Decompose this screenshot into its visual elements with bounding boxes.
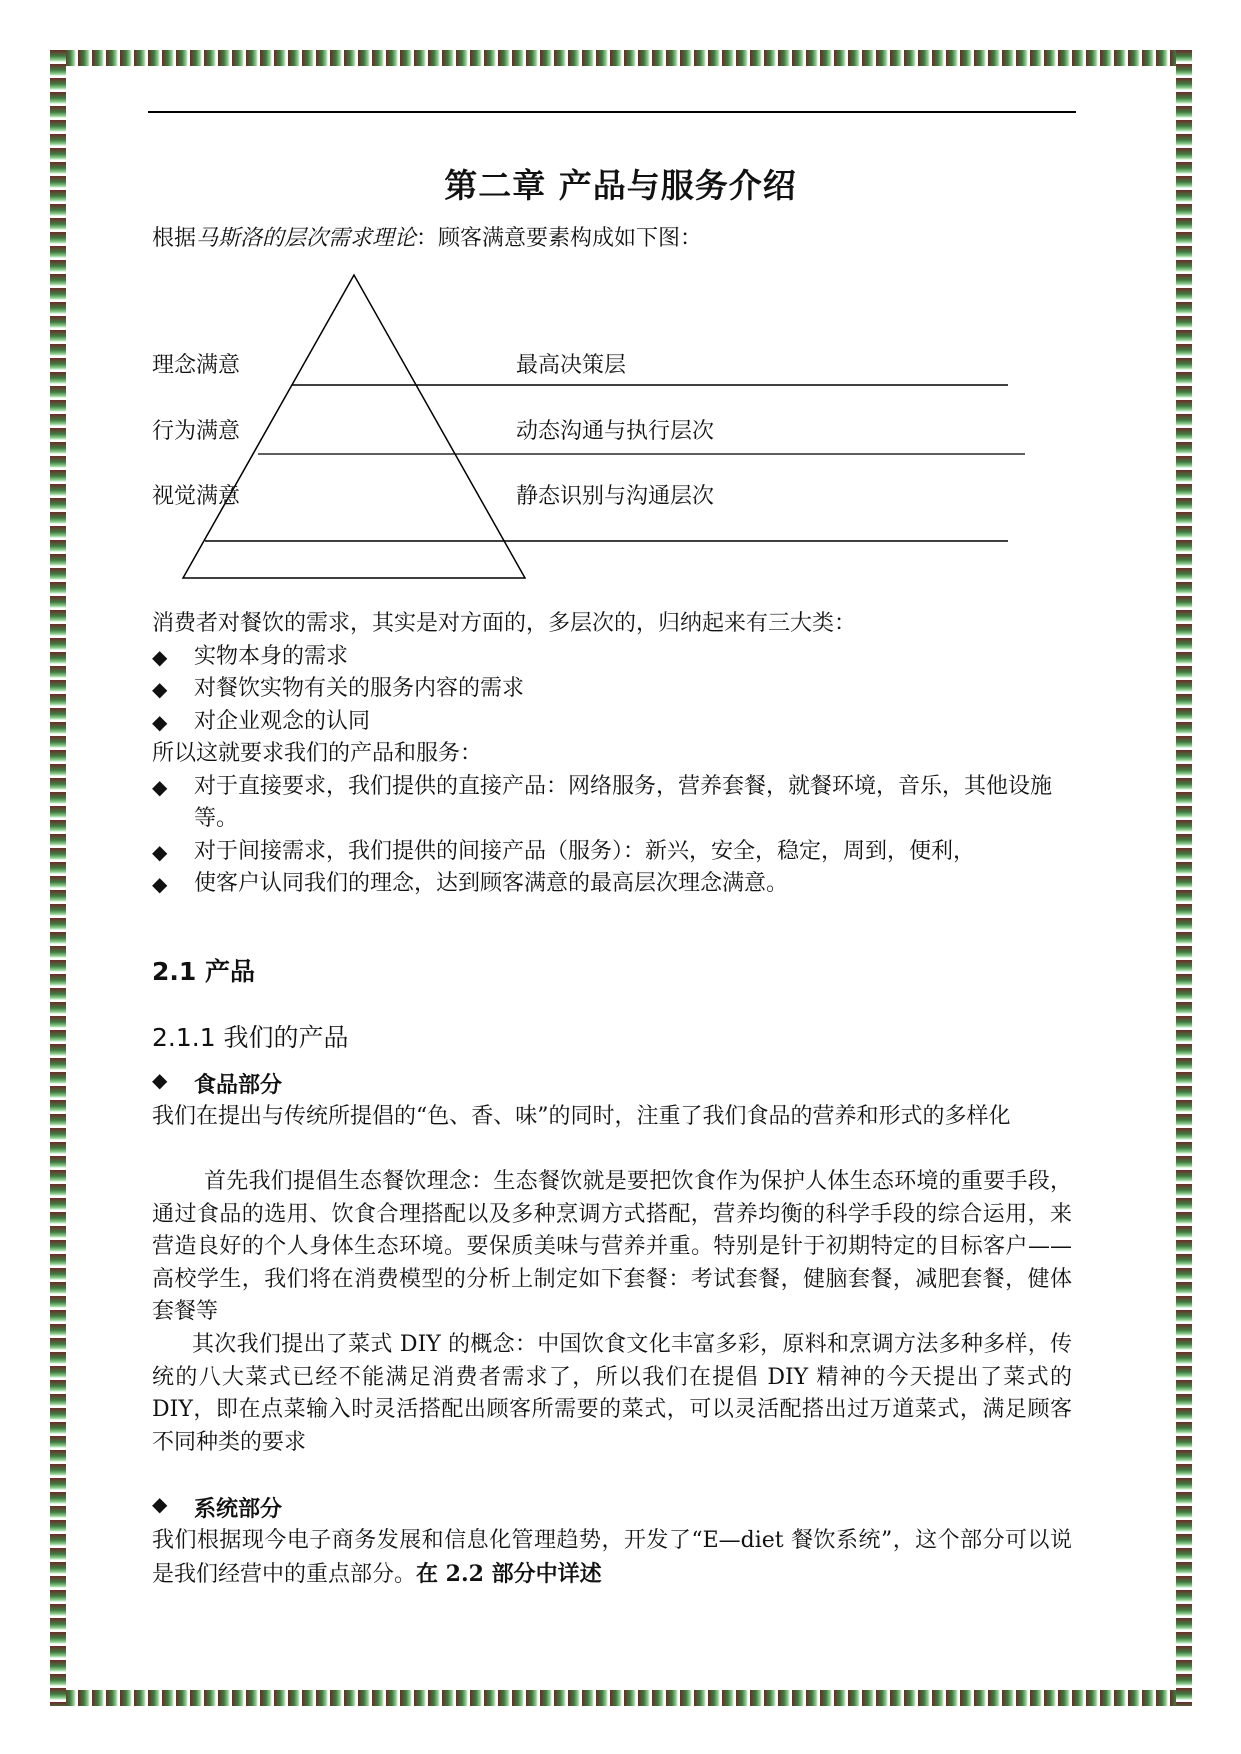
list-item: ◆ 实物本身的需求 — [152, 641, 1072, 674]
food-paragraph-1: 我们在提出与传统所提倡的“色、香、味”的同时，注重了我们食品的营养和形式的多样化 — [152, 1104, 1011, 1129]
system-paragraph: 我们根据现今电子商务发展和信息化管理趋势，开发了“E—diet 餐饮系统”，这个部分可以说是我们经营中的重点部分。在 2.2 部分中详述 — [152, 1528, 1072, 1587]
diamond-bullet-icon: ◆ — [152, 1492, 168, 1516]
needs-lead-2: 所以这就要求我们的产品和服务： — [152, 741, 483, 766]
system-heading: ◆ 系统部分 — [152, 1492, 283, 1522]
pyramid-desc-middle: 动态沟通与执行层次 — [516, 419, 715, 444]
diamond-bullet-icon: ◆ — [152, 1068, 168, 1092]
food-paragraph-2: 首先我们提倡生态餐饮理念：生态餐饮就是要把饮食作为保护人体生态环境的重要手段，通过食品的选用、饮食合理搭配以及多种烹调方式搭配，营养均衡的科学手段的综合运用，来营造良好的个人身体生态环境。要保质美味与营养并重。特别是针于初期特定的目标客户——高校学生，我们将在消费模型的分析上制定如下套餐：考试套餐，健脑套餐，减肥套餐，健体套餐等 — [152, 1169, 1072, 1324]
intro-line — [152, 221, 702, 252]
diamond-bullet-icon: ◆ — [152, 839, 168, 864]
diamond-bullet-icon: ◆ — [152, 644, 168, 669]
page-border-top — [50, 50, 1192, 66]
pyramid-label-behavior: 行为满意 — [152, 419, 241, 444]
needs-lead: 消费者对餐饮的需求，其实是对方面的，多层次的，归纳起来有三大类： — [152, 611, 857, 636]
intro-theory: 马斯洛的层次需求理论 — [196, 226, 417, 251]
list-item: ◆ 使客户认同我们的理念，达到顾客满意的最高层次理念满意。 — [152, 868, 1072, 901]
list-item: ◆ 对于间接需求，我们提供的间接产品（服务）：新兴，安全，稳定，周到，便利， — [152, 836, 1072, 869]
page-border-bottom — [50, 1690, 1192, 1706]
diamond-bullet-icon: ◆ — [152, 872, 168, 896]
pyramid-desc-top: 最高决策层 — [516, 353, 627, 378]
pyramid-label-concept: 理念满意 — [152, 353, 241, 378]
section-heading-2-1-1: 2.1.1 我们的产品 — [152, 1023, 349, 1052]
diamond-bullet-icon: ◆ — [152, 709, 168, 734]
food-heading: ◆ 食品部分 — [152, 1068, 283, 1098]
chapter-title: 第二章 产品与服务介绍 — [444, 166, 797, 205]
section-heading-2-1: 2.1 产品 — [152, 957, 255, 986]
needs-section — [152, 608, 1072, 901]
system-crossref: 在 2.2 部分中详述 — [416, 1560, 602, 1587]
page-border-right — [1176, 50, 1192, 1706]
intro-suffix: ：顾客满意要素构成如下图： — [416, 226, 703, 251]
diamond-bullet-icon: ◆ — [152, 774, 168, 799]
food-paragraph-3: 其次我们提出了菜式 DIY 的概念：中国饮食文化丰富多彩，原料和烹调方法多种多样，传统的八大菜式已经不能满足消费者需求了，所以我们在提倡 DIY 精神的今天提出了菜式的 DIY，即在点菜输入时灵活搭配出顾客所需要的菜式，可以灵活配搭出过万道菜式，满足顾客不同种类的要求 — [152, 1332, 1072, 1455]
list-item: ◆ 对于直接要求，我们提供的直接产品：网络服务，营养套餐，就餐环境，音乐，其他设施等。 — [152, 771, 1072, 836]
header-rule — [148, 111, 1076, 113]
diamond-bullet-icon: ◆ — [152, 677, 168, 701]
intro-prefix: 根据 — [152, 226, 197, 251]
list-item: ◆ 对企业观念的认同 — [152, 706, 1072, 739]
pyramid-desc-bottom: 静态识别与沟通层次 — [516, 484, 715, 509]
page-border-left — [50, 50, 66, 1706]
list-item: ◆ 对餐饮实物有关的服务内容的需求 — [152, 673, 1072, 706]
pyramid-label-visual: 视觉满意 — [152, 484, 241, 509]
